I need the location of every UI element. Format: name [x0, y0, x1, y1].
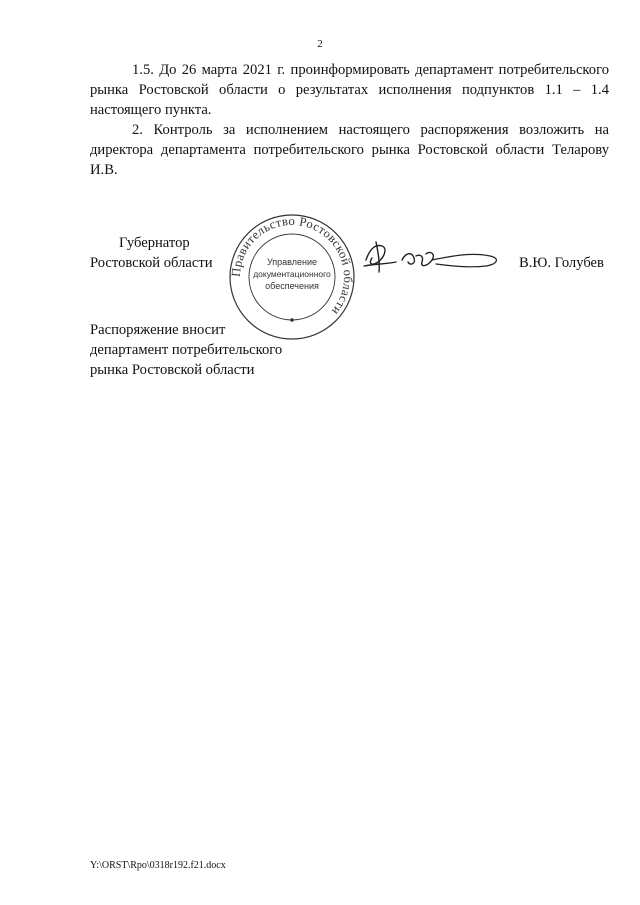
seal-bottom-dot: [290, 318, 294, 322]
handwritten-signature: [362, 238, 502, 278]
signatory-name: В.Ю. Голубев: [519, 255, 604, 271]
paragraph-2: 2. Контроль за исполнением настоящего распоряжения возложить на директора департамента потребительского рынка Ростовской области Теларову И.В.: [90, 122, 609, 178]
seal-center-line2: документационного: [253, 269, 331, 279]
footer-file-path: Y:\ORST\Rpo\0318r192.f21.docx: [90, 860, 226, 871]
submitter-block: [90, 320, 282, 380]
seal-center-line1: Управление: [266, 257, 318, 267]
submitter-line1: Распоряжение вносит: [90, 322, 226, 338]
submitter-line2: департамент потребительского: [90, 342, 283, 358]
seal-ring-text: Правительство Ростовской области: [228, 213, 356, 319]
seal-center-line3: обеспечения: [265, 281, 319, 291]
page-number: 2: [317, 38, 323, 50]
signatory-title-line2: Ростовской области: [90, 255, 213, 271]
paragraph-1-5: 1.5. До 26 марта 2021 г. проинформировать департамент потребительского рынка Ростовской области о результатах исполнения подпунктов 1.1 – 1.4 настоящего пункта.: [90, 62, 609, 118]
signatory-title: [90, 233, 213, 273]
signatory-title-line1: Губернатор: [119, 235, 190, 251]
submitter-line3: рынка Ростовской области: [90, 362, 255, 378]
